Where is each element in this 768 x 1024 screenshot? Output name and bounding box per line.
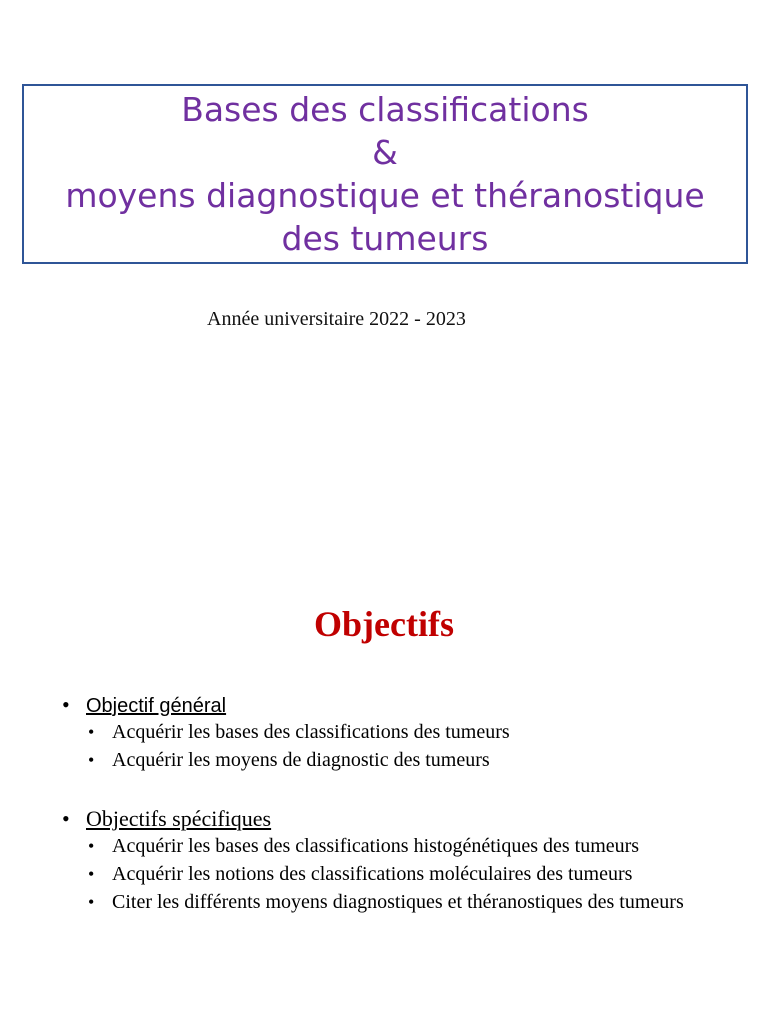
bullet-icon: • bbox=[62, 692, 70, 717]
list-item-text: Acquérir les moyens de diagnostic des tumeurs bbox=[112, 749, 490, 771]
list-item-text: Acquérir les notions des classifications moléculaires des tumeurs bbox=[112, 863, 633, 885]
section-head bbox=[62, 806, 712, 832]
list-item bbox=[88, 718, 712, 746]
bullet-icon: • bbox=[88, 750, 95, 770]
academic-year: Année universitaire 2022 - 2023 bbox=[207, 308, 466, 330]
bullet-icon: • bbox=[88, 864, 95, 884]
objective-list bbox=[62, 832, 712, 916]
section-label: Objectif général bbox=[86, 695, 227, 717]
bullet-icon: • bbox=[62, 806, 70, 831]
section-general-objective bbox=[62, 692, 712, 774]
list-item-text: Acquérir les bases des classifications des tumeurs bbox=[112, 721, 510, 743]
list-item bbox=[88, 860, 712, 888]
section-head bbox=[62, 692, 712, 718]
objective-list bbox=[62, 718, 712, 774]
objectifs-heading: Objectifs bbox=[314, 604, 454, 644]
bullet-icon: • bbox=[88, 836, 95, 856]
bullet-icon: • bbox=[88, 722, 95, 742]
title-line-4: des tumeurs bbox=[281, 219, 489, 258]
title-line-1: Bases des classifications bbox=[181, 90, 589, 129]
list-item-text: Acquérir les bases des classifications histogénétiques des tumeurs bbox=[112, 835, 640, 857]
bullet-icon: • bbox=[88, 892, 95, 912]
title-line-2: & bbox=[372, 133, 398, 172]
list-item bbox=[88, 888, 712, 916]
list-item bbox=[88, 832, 712, 860]
section-label: Objectifs spécifiques bbox=[86, 806, 272, 831]
title-line-3: moyens diagnostique et théranostique bbox=[65, 176, 705, 215]
section-specific-objectives bbox=[62, 806, 712, 916]
list-item-text: Citer les différents moyens diagnostiques et théranostiques des tumeurs bbox=[112, 891, 684, 913]
title-box bbox=[22, 84, 748, 264]
list-item bbox=[88, 746, 712, 774]
